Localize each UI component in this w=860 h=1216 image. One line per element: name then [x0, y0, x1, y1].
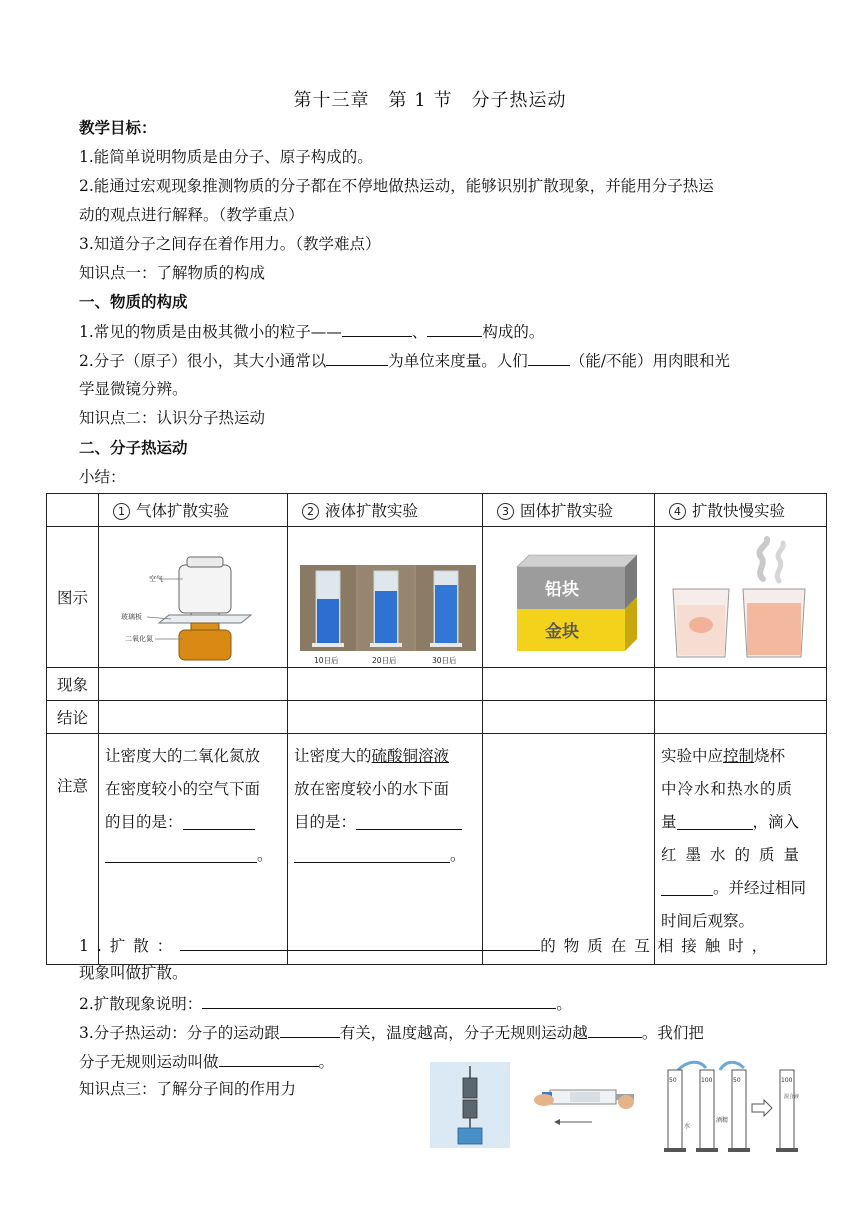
table-header-row — [47, 494, 827, 527]
d1-post: 的物质在互相接触时， — [540, 937, 776, 955]
conclusion-cell-4[interactable] — [655, 701, 827, 734]
solid-diffusion-figure — [483, 527, 655, 668]
note4-line5 — [661, 872, 820, 905]
row-label-figure: 图示 — [47, 527, 99, 668]
note2-line2: 放在密度较小的水下面 — [294, 780, 450, 798]
note4-line2: 中冷水和热水的质 — [661, 780, 794, 798]
phenomenon-row — [47, 668, 827, 701]
header-speed — [655, 494, 827, 527]
circle-number: 2 — [302, 503, 319, 520]
label-air: 空气 — [149, 575, 163, 583]
conclusion-cell-2[interactable] — [288, 701, 483, 734]
circle-number: 4 — [669, 503, 686, 520]
section-2-heading: 二、分子热运动 — [79, 438, 188, 457]
liquid-diffusion-figure — [288, 527, 483, 668]
label-no2: 二氧化氮 — [125, 635, 153, 643]
goals-heading: 教学目标： — [79, 118, 157, 137]
cyl-label-4: 100 — [781, 1077, 793, 1084]
d3-blank-2[interactable] — [588, 1021, 642, 1038]
conclusion-row — [47, 701, 827, 734]
note1-text: 的目的是： — [105, 813, 183, 831]
q1-text-post: 构成的。 — [482, 323, 545, 341]
row-label-conclusion: 结论 — [47, 701, 99, 734]
phenomenon-cell-3[interactable] — [483, 668, 655, 701]
d2-post: 。 — [556, 995, 572, 1013]
section-1-heading: 一、物质的构成 — [79, 292, 188, 311]
graduated-cylinders-figure — [660, 1058, 810, 1154]
note4-post: 烧杯 — [754, 747, 786, 765]
gas-diffusion-figure — [99, 527, 288, 668]
lead-gold-blocks — [483, 527, 655, 667]
note4-blank-2[interactable] — [661, 877, 713, 896]
note4-underlined: 控制 — [723, 747, 755, 765]
d3-b: 有关，温度越高，分子无规则运动越 — [339, 1024, 588, 1042]
note4-line3 — [661, 806, 820, 839]
phenomenon-cell-4[interactable] — [655, 668, 827, 701]
d2-blank[interactable] — [202, 992, 556, 1009]
diffusion-speed-figure — [655, 527, 827, 668]
d2-pre: 2.扩散现象说明： — [79, 995, 203, 1013]
circle-number: 3 — [497, 503, 514, 520]
cyl-word-mixture: 混合液 — [784, 1094, 800, 1100]
note2-line1 — [294, 740, 476, 773]
note1-line2: 在密度较小的空气下面 — [105, 780, 261, 798]
q2-text-a: 2.分子（原子）很小，其大小通常以 — [79, 352, 327, 370]
cyl-word-water: 水 — [684, 1123, 691, 1130]
cyl-word-alcohol: 酒精 — [716, 1117, 729, 1124]
page-title: 第十三章 第 1 节 分子热运动 — [293, 90, 567, 111]
goal-3: 3.知道分子之间存在着作用力。（教学难点） — [79, 235, 381, 253]
gas-bottles-illustration — [99, 527, 288, 667]
note-row — [47, 734, 827, 965]
beakers-illustration — [655, 527, 827, 667]
q2-blank-2[interactable] — [528, 349, 570, 366]
note2-pre: 让密度大的 — [294, 747, 372, 765]
definition-diffusion — [79, 934, 775, 957]
note2-blank-1[interactable] — [356, 811, 462, 830]
header-liquid — [288, 494, 483, 527]
note4-line4: 红墨水的质量 — [661, 846, 809, 864]
note-cell-solid[interactable] — [483, 734, 655, 965]
q1-blank-2[interactable] — [427, 320, 482, 337]
phenomenon-cell-2[interactable] — [288, 668, 483, 701]
q1-text-pre: 1.常见的物质是由极其微小的粒子—— — [79, 323, 342, 341]
note2-underlined: 硫酸铜溶液 — [371, 747, 450, 765]
lead-cylinders-hanging-figure — [430, 1062, 510, 1148]
question-2 — [79, 349, 730, 372]
d1-pre: 1.扩散： — [79, 937, 181, 955]
header-solid — [483, 494, 655, 527]
label-gold-block: 金块 — [545, 622, 579, 642]
label-10-days: 10日后 — [314, 656, 339, 665]
goal-2b: 动的观点进行解释。（教学重点） — [79, 206, 304, 224]
note1-line4 — [105, 839, 281, 872]
d3-c: 。我们把 — [641, 1024, 704, 1042]
question-1 — [79, 320, 544, 343]
note4-pre: 实验中应 — [661, 747, 724, 765]
note2-blank-2[interactable] — [294, 844, 450, 863]
header-gas — [99, 494, 288, 527]
note4-line6: 时间后观察。 — [661, 912, 755, 930]
knowledge-point-3: 知识点三：了解分子间的作用力 — [79, 1080, 297, 1098]
goal-1: 1.能简单说明物质是由分子、原子构成的。 — [79, 148, 373, 166]
summary-table — [46, 493, 827, 965]
label-30-days: 30日后 — [432, 656, 457, 665]
d3-blank-1[interactable] — [280, 1021, 340, 1038]
note4-text-a: 量 — [661, 813, 677, 831]
note4-line1 — [661, 740, 820, 773]
header-label: 固体扩散实验 — [520, 502, 614, 520]
q1-sep: 、 — [411, 323, 428, 341]
header-label: 扩散快慢实验 — [692, 502, 786, 520]
label-20-days: 20日后 — [372, 656, 397, 665]
thermal-motion — [79, 1021, 704, 1044]
knowledge-point-1: 知识点一：了解物质的构成 — [79, 264, 266, 282]
d3-a: 3.分子热运动：分子的运动跟 — [79, 1024, 280, 1042]
circle-number: 1 — [113, 503, 130, 520]
label-lead-block: 铅块 — [545, 580, 579, 600]
liquid-cylinders-photo — [288, 527, 483, 667]
note4-text-c: 。并经过相同 — [713, 879, 807, 897]
label-glass-plate: 玻璃板 — [121, 613, 142, 621]
d3-d-pre: 分子无规则运动叫做 — [79, 1053, 219, 1071]
note1-blank-1[interactable] — [183, 811, 255, 830]
header-label: 气体扩散实验 — [136, 502, 230, 520]
cyl-label-1: 50 — [669, 1077, 677, 1084]
note2-line4 — [294, 839, 476, 872]
row-label-note: 注意 — [47, 734, 99, 965]
note1-blank-2[interactable] — [105, 844, 257, 863]
cyl-label-3: 50 — [733, 1077, 741, 1084]
q2-text-b: 为单位来度量。人们 — [388, 352, 528, 370]
q1-blank-1[interactable] — [342, 320, 412, 337]
note2-text: 目的是： — [294, 813, 357, 831]
row-label-phenomenon: 现象 — [47, 668, 99, 701]
note2-line3 — [294, 806, 476, 839]
question-2-cont: 学显微镜分辨。 — [79, 380, 188, 398]
goal-2a: 2.能通过宏观现象推测物质的分子都在不停地做热运动，能够识别扩散现象，并能用分子热运 — [79, 177, 714, 195]
header-empty — [47, 494, 99, 527]
q2-text-c: （能/不能）用肉眼和光 — [569, 352, 731, 370]
summary-label: 小结： — [79, 468, 126, 486]
figure-row — [47, 527, 827, 668]
note2-end: 。 — [450, 846, 466, 864]
q2-blank-1[interactable] — [326, 349, 388, 366]
d3-blank-3[interactable] — [219, 1050, 319, 1067]
cyl-label-2: 100 — [701, 1077, 713, 1084]
d3-d-post: 。 — [318, 1053, 335, 1071]
note-cell-speed — [655, 734, 827, 965]
note4-blank-1[interactable] — [677, 811, 753, 830]
note1-line1: 让密度大的二氧化氮放 — [105, 747, 261, 765]
definition-diffusion-cont: 现象叫做扩散。 — [79, 964, 188, 982]
note-cell-liquid — [288, 734, 483, 965]
header-label: 液体扩散实验 — [325, 502, 419, 520]
note4-text-b: ，滴入 — [752, 813, 800, 831]
diffusion-explains — [79, 992, 572, 1015]
phenomenon-cell-1[interactable] — [99, 668, 288, 701]
thermal-motion-cont — [79, 1050, 334, 1073]
knowledge-point-2: 知识点二：认识分子热运动 — [79, 409, 266, 427]
conclusion-cell-1[interactable] — [99, 701, 288, 734]
syringe-figure — [530, 1072, 640, 1134]
note1-line3 — [105, 806, 281, 839]
d1-blank[interactable] — [180, 934, 540, 951]
note1-end: 。 — [257, 846, 273, 864]
note-cell-gas — [99, 734, 288, 965]
conclusion-cell-3[interactable] — [483, 701, 655, 734]
